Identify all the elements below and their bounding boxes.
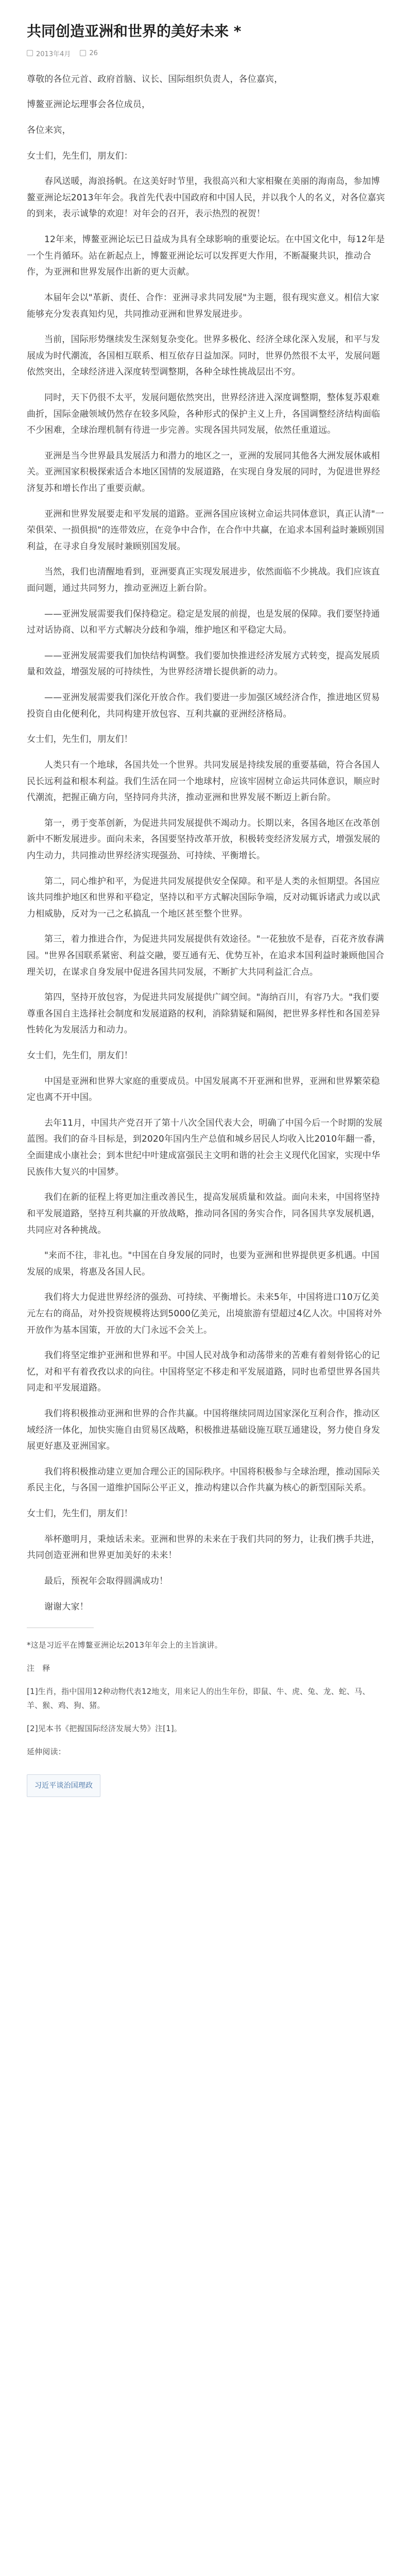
paragraph: 本届年会以"革新、责任、合作：亚洲寻求共同发展"为主题，很有现实意义。相信大家能够充分发表真知灼见，共同推动亚洲和世界发展进步。 (27, 292, 380, 319)
paragraph: 举杯邀明月，秉烛话未来。亚洲和世界的未来在于我们共同的努力，让我们携手共进，共同创造亚洲和世界更加美好的未来！ (27, 1534, 380, 1561)
paragraph: ——亚洲发展需要我们加快结构调整。我们要加快推进经济发展方式转变，提高发展质量和效益，增强发展的可持续性，为世界经济增长提供新的动力。 (27, 650, 380, 677)
interlude-salutation: 女士们，先生们，朋友们！ (27, 1050, 133, 1061)
paragraph: 当然，我们也清醒地看到，亚洲要真正实现发展进步，依然面临不少挑战。我们应该直面问题，通过共同努力，推动亚洲迈上新台阶。 (27, 567, 380, 594)
paragraph: 谢谢大家！ (44, 1601, 89, 1612)
paragraph: 第二，同心维护和平，为促进共同发展提供安全保障。和平是人类的永恒期望。各国应该共同维护地区和世界和平稳定，坚持以和平方式解决国际争端，反对动辄诉诸武力或以武力相威胁，反对为一己之私搞乱一个地区甚至整个世界。 (27, 876, 380, 919)
publish-date: 2013年4月 (36, 50, 71, 58)
article-header (0, 0, 412, 58)
footnote-note-2: [2]见本书《把握国际经济发展大势》注[1]。 (27, 1724, 182, 1734)
paragraph: 我们将积极推动亚洲和世界的合作共赢。中国将继续同周边国家深化互利合作，推动区域经济一体化，加快实施自由贸易区战略，积极推进基础设施互联互通建设，努力使自身发展更好惠及亚洲国家。 (27, 1409, 380, 1452)
date-meta (27, 48, 71, 58)
greeting-line-2: 博鳌亚洲论坛理事会各位成员， (27, 99, 151, 110)
related-reading-link[interactable]: 习近平谈治国理政 (27, 1774, 100, 1797)
paragraph: 同时，天下仍很不太平，发展问题依然突出，世界经济进入深度调整期，整体复苏艰难曲折，国际金融领域仍然存在较多风险，各种形式的保护主义上升，各国调整经济结构面临不少困难，全球治理机制有待进一步完善。实现各国共同发展，依然任重道远。 (27, 392, 380, 436)
paragraph: ——亚洲发展需要我们保持稳定。稳定是发展的前提，也是发展的保障。我们要坚持通过对话协商、以和平方式解决分歧和争端，维护地区和平稳定大局。 (27, 608, 380, 636)
paragraph: 当前，国际形势继续发生深刻复杂变化。世界多极化、经济全球化深入发展，和平与发展成为时代潮流，各国相互联系、相互依存日益加深。同时，世界仍然很不太平，发展问题依然突出，全球经济进入深度转型调整期，各种全球性挑战层出不穷。 (27, 334, 380, 378)
paragraph: 人类只有一个地球，各国共处一个世界。共同发展是持续发展的重要基础，符合各国人民长远利益和根本利益。我们生活在同一个地球村，应该牢固树立命运共同体意识，顺应时代潮流，把握正确方向，坚持同舟共济，推动亚洲和世界发展不断迈上新台阶。 (27, 759, 380, 803)
views-meta (80, 49, 98, 57)
paragraph: 12年来，博鳌亚洲论坛已日益成为具有全球影响的重要论坛。在中国文化中，每12年是一个生肖循环。站在新起点上，博鳌亚洲论坛可以发挥更大作用，不断凝聚共识，推动合作，为亚洲和世界发展作出新的更大贡献。 (27, 234, 385, 278)
article-meta (27, 48, 385, 58)
footnote-star: *这是习近平在博鳌亚洲论坛2013年年会上的主旨演讲。 (27, 1640, 222, 1650)
article-title: 共同创造亚洲和世界的美好未来 * (27, 23, 242, 40)
footnote-label: 注 释 (27, 1664, 50, 1673)
greeting-line-3: 各位来宾， (27, 125, 71, 136)
interlude-salutation: 女士们，先生们，朋友们！ (27, 734, 133, 745)
paragraph: 春风送暖，海浪扬帆。在这美好时节里，我很高兴和大家相聚在美丽的海南岛，参加博鳌亚洲论坛2013年年会。我首先代表中国政府和中国人民，并以我个人的名义，对各位嘉宾的到来，表示诚挚的欢迎！对年会的召开，表示热烈的祝贺！ (27, 176, 385, 219)
paragraph: 亚洲是当今世界最具发展活力和潜力的地区之一，亚洲的发展同其他各大洲发展休戚相关。亚洲国家积极探索适合本地区国情的发展道路，在实现自身发展的同时，为促进世界经济复苏和增长作出了重要贡献。 (27, 450, 380, 494)
eye-icon (80, 50, 86, 56)
article-body (0, 72, 412, 1797)
paragraph: 我们将积极推动建立更加合理公正的国际秩序。中国将积极参与全球治理，推动国际关系民主化，与各国一道维护国际公平正义，推动构建以合作共赢为核心的新型国际关系。 (27, 1466, 380, 1494)
view-count: 26 (89, 49, 98, 57)
paragraph: 我们将大力促进世界经济的强劲、可持续、平衡增长。未来5年，中国将进口10万亿美元左右的商品，对外投资规模将达到5000亿美元，出境旅游有望超过4亿人次。中国将对外开放作为基本国策，开放的大门永远不会关上。 (27, 1292, 382, 1335)
calendar-icon (27, 50, 33, 56)
paragraph: 我们将坚定维护亚洲和世界和平。中国人民对战争和动荡带来的苦难有着刻骨铭心的记忆，对和平有着孜孜以求的向往。中国将坚定不移走和平发展道路，同时也希望世界各国共同走和平发展道路。 (27, 1350, 380, 1394)
paragraph: 第四，坚持开放包容，为促进共同发展提供广阔空间。"海纳百川，有容乃大。"我们要尊重各国自主选择社会制度和发展道路的权利，消除猜疑和隔阂，把世界多样性和各国差异性转化为发展活力和动力。 (27, 992, 380, 1036)
paragraph: 我们在新的征程上将更加注重改善民生，提高发展质量和效益。面向未来，中国将坚持和平发展道路，坚持互利共赢的开放战略，推动同各国的务实合作，同各国共享发展机遇，共同应对各种挑战。 (27, 1192, 380, 1235)
paragraph: 去年11月，中国共产党召开了第十八次全国代表大会，明确了中国今后一个时期的发展蓝图。我们的奋斗目标是，到2020年国内生产总值和城乡居民人均收入比2010年翻一番，全面建成小康社会；到本世纪中叶建成富强民主文明和谐的社会主义现代化国家，实现中华民族伟大复兴的中国梦。 (27, 1117, 383, 1177)
closing-salutation: 女士们，先生们，朋友们！ (27, 1509, 133, 1519)
paragraph: 最后，预祝年会取得圆满成功！ (44, 1575, 168, 1586)
related-reading-label: 延伸阅读： (27, 1747, 66, 1757)
greeting-line-1: 尊敬的各位元首、政府首脑、议长、国际组织负责人，各位嘉宾， (27, 74, 283, 84)
paragraph: 第三，着力推进合作，为促进共同发展提供有效途径。"一花独放不是春，百花齐放春满园。"世界各国联系紧密、利益交融，要互通有无、优势互补，在追求本国利益时兼顾他国合理关切，在谋求自身发展中促进各国共同发展，不断扩大共同利益汇合点。 (27, 934, 384, 977)
paragraph: 亚洲和世界发展要走和平发展的道路。亚洲各国应该树立命运共同体意识，真正认清"一荣俱荣、一损俱损"的连带效应，在竞争中合作，在合作中共赢，在追求本国利益时兼顾别国利益，在寻求自身发展时兼顾别国发展。 (27, 509, 384, 552)
footnote-note-1: [1]生肖，指中国用12种动物代表12地支，用来记人的出生年份，即鼠、牛、虎、兔、龙、蛇、马、羊、猴、鸡、狗、猪。 (27, 1687, 370, 1710)
paragraph: 第一，勇于变革创新，为促进共同发展提供不竭动力。长期以来，各国各地区在改革创新中不断发展进步。面向未来，各国要坚持改革开放，积极转变经济发展方式，增强发展的内生动力，共同推动世界经济实现强劲、可持续、平衡增长。 (27, 818, 380, 861)
paragraph: 中国是亚洲和世界大家庭的重要成员。中国发展离不开亚洲和世界，亚洲和世界繁荣稳定也离不开中国。 (27, 1076, 380, 1103)
paragraph: ——亚洲发展需要我们深化开放合作。我们要进一步加强区域经济合作，推进地区贸易投资自由化便利化，共同构建开放包容、互利共赢的亚洲经济格局。 (27, 692, 380, 719)
paragraph: "来而不往，非礼也。"中国在自身发展的同时，也要为亚洲和世界提供更多机遇。中国发展的成果，将惠及各国人民。 (27, 1250, 380, 1277)
greeting-line-4: 女士们，先生们，朋友们： (27, 150, 133, 161)
